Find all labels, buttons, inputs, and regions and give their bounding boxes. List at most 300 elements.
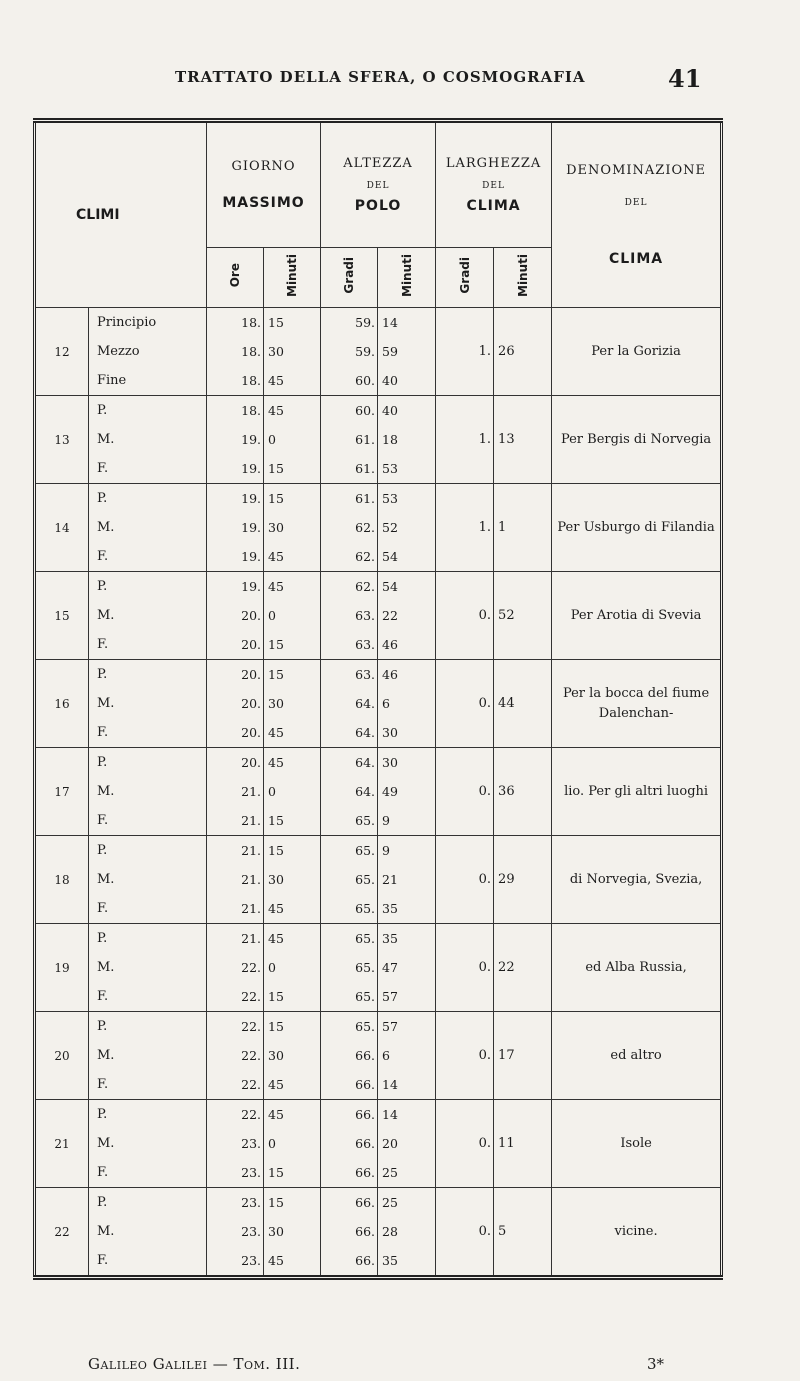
day-minutes bbox=[264, 748, 321, 836]
denomination-text: vicine. bbox=[614, 1223, 658, 1239]
minutes-value: 29 bbox=[498, 872, 515, 887]
hours-value: 20. bbox=[241, 637, 262, 652]
subheader-minuti-clima bbox=[494, 248, 552, 308]
minutes-value: 21 bbox=[382, 872, 398, 887]
clima-number-text: 14 bbox=[54, 520, 70, 535]
day-minutes bbox=[264, 484, 321, 572]
clima-number bbox=[35, 572, 89, 660]
minutes-value: 35 bbox=[382, 931, 398, 946]
day-minutes bbox=[264, 1100, 321, 1188]
degrees-value: 65. bbox=[355, 989, 376, 1004]
width-minutes bbox=[494, 396, 552, 484]
day-minutes bbox=[264, 836, 321, 924]
minutes-value: 14 bbox=[382, 1077, 398, 1092]
clima-number-text: 12 bbox=[54, 344, 70, 359]
minuti-label: Minuti bbox=[399, 254, 414, 297]
denomination bbox=[552, 396, 722, 484]
degrees-value: 0. bbox=[478, 784, 492, 799]
denomination-text: Per Arotia di Svevia bbox=[570, 607, 702, 623]
degrees-value: 64. bbox=[355, 725, 376, 740]
subheader-gradi-polo bbox=[321, 248, 378, 308]
degrees-value: 0. bbox=[478, 872, 492, 887]
denomination bbox=[552, 660, 722, 748]
page-title: TRATTATO DELLA SFERA, O COSMOGRAFIA bbox=[175, 68, 586, 86]
minutes-value: 15 bbox=[268, 315, 284, 330]
denomination-text: Per Bergis di Norvegia bbox=[560, 431, 712, 447]
larghezza-bottom: CLIMA bbox=[466, 198, 521, 214]
denomination-text: ed Alba Russia, bbox=[585, 959, 687, 975]
altezza-mid: DEL bbox=[366, 181, 390, 191]
minutes-value: 0 bbox=[268, 432, 276, 447]
clima-number-text: 18 bbox=[54, 872, 70, 887]
degrees-value: 65. bbox=[355, 843, 376, 858]
denomination-text: di Norvegia, Svezia, bbox=[569, 871, 703, 887]
minutes-value: 46 bbox=[382, 667, 398, 682]
day-hours bbox=[207, 660, 264, 748]
phase-labels bbox=[89, 1188, 207, 1278]
hours-value: 23. bbox=[241, 1195, 262, 1210]
phase-label: M. bbox=[97, 960, 115, 975]
hours-value: 21. bbox=[241, 931, 262, 946]
climate-table bbox=[33, 118, 723, 1280]
width-degrees bbox=[436, 1012, 494, 1100]
subheader-minuti-polo bbox=[378, 248, 436, 308]
degrees-value: 60. bbox=[355, 373, 376, 388]
day-hours bbox=[207, 748, 264, 836]
denomination bbox=[552, 1012, 722, 1100]
pole-degrees bbox=[321, 308, 378, 396]
width-minutes bbox=[494, 836, 552, 924]
hours-value: 18. bbox=[241, 344, 262, 359]
degrees-value: 1. bbox=[478, 344, 492, 359]
degrees-value: 1. bbox=[478, 432, 492, 447]
day-hours bbox=[207, 484, 264, 572]
hours-value: 20. bbox=[241, 667, 262, 682]
day-minutes bbox=[264, 924, 321, 1012]
width-minutes bbox=[494, 1012, 552, 1100]
phase-label: F. bbox=[97, 989, 109, 1004]
minutes-value: 28 bbox=[382, 1224, 398, 1239]
hours-value: 21. bbox=[241, 784, 262, 799]
degrees-value: 66. bbox=[355, 1136, 376, 1151]
phase-labels bbox=[89, 484, 207, 572]
degrees-value: 65. bbox=[355, 1019, 376, 1034]
giorno-bottom: MASSIMO bbox=[222, 195, 305, 211]
day-minutes bbox=[264, 1012, 321, 1100]
minutes-value: 22 bbox=[498, 960, 515, 975]
hours-value: 23. bbox=[241, 1224, 262, 1239]
degrees-value: 62. bbox=[355, 520, 376, 535]
minutes-value: 30 bbox=[268, 344, 284, 359]
width-minutes bbox=[494, 308, 552, 396]
phase-label: P. bbox=[97, 403, 108, 418]
pole-minutes bbox=[378, 1012, 436, 1100]
larghezza-top: LARGHEZZA bbox=[445, 156, 542, 171]
degrees-value: 64. bbox=[355, 755, 376, 770]
minutes-value: 18 bbox=[382, 432, 398, 447]
minutes-value: 6 bbox=[382, 1048, 390, 1063]
degrees-value: 66. bbox=[355, 1077, 376, 1092]
denomination bbox=[552, 572, 722, 660]
minutes-value: 9 bbox=[382, 843, 390, 858]
hours-value: 21. bbox=[241, 901, 262, 916]
table-row bbox=[35, 484, 722, 572]
minutes-value: 30 bbox=[382, 725, 398, 740]
hours-value: 20. bbox=[241, 608, 262, 623]
hours-value: 20. bbox=[241, 755, 262, 770]
minutes-value: 35 bbox=[382, 901, 398, 916]
phase-labels bbox=[89, 924, 207, 1012]
width-degrees bbox=[436, 836, 494, 924]
denomination bbox=[552, 1188, 722, 1278]
clima-number bbox=[35, 660, 89, 748]
minutes-value: 57 bbox=[382, 1019, 398, 1034]
clima-number-text: 20 bbox=[54, 1048, 70, 1063]
day-minutes bbox=[264, 1188, 321, 1278]
degrees-value: 62. bbox=[355, 549, 376, 564]
phase-labels bbox=[89, 1100, 207, 1188]
clima-number bbox=[35, 836, 89, 924]
pole-degrees bbox=[321, 484, 378, 572]
degrees-value: 59. bbox=[355, 315, 376, 330]
minutes-value: 25 bbox=[382, 1195, 398, 1210]
hours-value: 19. bbox=[241, 520, 262, 535]
width-minutes bbox=[494, 660, 552, 748]
minutes-value: 15 bbox=[268, 1165, 284, 1180]
minutes-value: 53 bbox=[382, 491, 398, 506]
denom-mid: DEL bbox=[624, 198, 648, 208]
minutes-value: 30 bbox=[268, 1048, 284, 1063]
degrees-value: 0. bbox=[478, 1136, 492, 1151]
width-minutes bbox=[494, 1100, 552, 1188]
pole-degrees bbox=[321, 396, 378, 484]
phase-label: P. bbox=[97, 1195, 108, 1210]
hours-value: 18. bbox=[241, 315, 262, 330]
clima-number-text: 22 bbox=[54, 1224, 70, 1239]
pole-degrees bbox=[321, 1100, 378, 1188]
minutes-value: 45 bbox=[268, 755, 284, 770]
gradi-label: Gradi bbox=[457, 257, 472, 294]
degrees-value: 63. bbox=[355, 667, 376, 682]
phase-label: M. bbox=[97, 520, 115, 535]
minutes-value: 45 bbox=[268, 579, 284, 594]
hours-value: 22. bbox=[241, 1019, 262, 1034]
table-row bbox=[35, 572, 722, 660]
phase-label: M. bbox=[97, 608, 115, 623]
ore-label: Ore bbox=[228, 263, 243, 288]
clima-number-text: 21 bbox=[54, 1136, 70, 1151]
pole-degrees bbox=[321, 1012, 378, 1100]
degrees-value: 65. bbox=[355, 901, 376, 916]
denomination bbox=[552, 924, 722, 1012]
denomination-text: Per la Gorizia bbox=[591, 343, 681, 359]
hours-value: 20. bbox=[241, 696, 262, 711]
minutes-value: 53 bbox=[382, 461, 398, 476]
hours-value: 19. bbox=[241, 461, 262, 476]
minutes-value: 45 bbox=[268, 1107, 284, 1122]
degrees-value: 60. bbox=[355, 403, 376, 418]
minutes-value: 40 bbox=[382, 403, 398, 418]
width-degrees bbox=[436, 748, 494, 836]
minutes-value: 45 bbox=[268, 373, 284, 388]
phase-labels bbox=[89, 1012, 207, 1100]
minutes-value: 9 bbox=[382, 813, 390, 828]
pole-degrees bbox=[321, 748, 378, 836]
table-row bbox=[35, 660, 722, 748]
hours-value: 23. bbox=[241, 1136, 262, 1151]
pole-minutes bbox=[378, 396, 436, 484]
minuti-label: Minuti bbox=[515, 254, 530, 297]
minutes-value: 54 bbox=[382, 549, 398, 564]
minutes-value: 15 bbox=[268, 989, 284, 1004]
altezza-top: ALTEZZA bbox=[343, 156, 413, 171]
hours-value: 22. bbox=[241, 960, 262, 975]
minutes-value: 0 bbox=[268, 1136, 276, 1151]
day-hours bbox=[207, 396, 264, 484]
pole-minutes bbox=[378, 924, 436, 1012]
hours-value: 19. bbox=[241, 579, 262, 594]
width-minutes bbox=[494, 1188, 552, 1278]
phase-labels bbox=[89, 748, 207, 836]
width-degrees bbox=[436, 572, 494, 660]
degrees-value: 65. bbox=[355, 960, 376, 975]
degrees-value: 65. bbox=[355, 813, 376, 828]
width-degrees bbox=[436, 660, 494, 748]
clima-number-text: 17 bbox=[54, 784, 70, 799]
clima-number bbox=[35, 1188, 89, 1278]
degrees-value: 0. bbox=[478, 608, 492, 623]
width-minutes bbox=[494, 572, 552, 660]
minutes-value: 30 bbox=[268, 1224, 284, 1239]
minutes-value: 15 bbox=[268, 1019, 284, 1034]
day-hours bbox=[207, 308, 264, 396]
pole-minutes bbox=[378, 660, 436, 748]
minutes-value: 30 bbox=[268, 696, 284, 711]
pole-minutes bbox=[378, 836, 436, 924]
clima-number bbox=[35, 308, 89, 396]
hours-value: 21. bbox=[241, 843, 262, 858]
hours-value: 22. bbox=[241, 1048, 262, 1063]
denom-bottom: CLIMA bbox=[608, 251, 664, 267]
denomination-text: Per Usburgo di Filandia bbox=[557, 519, 715, 535]
phase-label: Mezzo bbox=[97, 344, 140, 359]
minutes-value: 49 bbox=[382, 784, 398, 799]
minutes-value: 15 bbox=[268, 843, 284, 858]
denom-top: DENOMINAZIONE bbox=[566, 163, 706, 178]
pole-minutes bbox=[378, 484, 436, 572]
day-hours bbox=[207, 1100, 264, 1188]
pole-minutes bbox=[378, 1100, 436, 1188]
pole-degrees bbox=[321, 660, 378, 748]
day-minutes bbox=[264, 308, 321, 396]
degrees-value: 62. bbox=[355, 579, 376, 594]
day-minutes bbox=[264, 572, 321, 660]
phase-label: M. bbox=[97, 1224, 115, 1239]
day-hours bbox=[207, 1188, 264, 1278]
degrees-value: 1. bbox=[478, 520, 492, 535]
minutes-value: 15 bbox=[268, 813, 284, 828]
pole-minutes bbox=[378, 1188, 436, 1278]
giorno-top: GIORNO bbox=[231, 159, 296, 174]
width-minutes bbox=[494, 748, 552, 836]
minutes-value: 30 bbox=[268, 520, 284, 535]
minutes-value: 0 bbox=[268, 784, 276, 799]
minutes-value: 59 bbox=[382, 344, 398, 359]
table-row bbox=[35, 1100, 722, 1188]
hours-value: 19. bbox=[241, 491, 262, 506]
degrees-value: 66. bbox=[355, 1195, 376, 1210]
pole-degrees bbox=[321, 572, 378, 660]
minutes-value: 54 bbox=[382, 579, 398, 594]
degrees-value: 0. bbox=[478, 960, 492, 975]
denomination-text: lio. Per gli altri luoghi bbox=[564, 783, 709, 799]
width-degrees bbox=[436, 1100, 494, 1188]
phase-label: M. bbox=[97, 1136, 115, 1151]
degrees-value: 66. bbox=[355, 1165, 376, 1180]
denomination bbox=[552, 308, 722, 396]
minutes-value: 13 bbox=[498, 432, 515, 447]
table-row bbox=[35, 924, 722, 1012]
phase-label: F. bbox=[97, 813, 109, 828]
day-minutes bbox=[264, 396, 321, 484]
denomination bbox=[552, 1100, 722, 1188]
minutes-value: 15 bbox=[268, 637, 284, 652]
phase-label: F. bbox=[97, 1253, 109, 1268]
hours-value: 18. bbox=[241, 403, 262, 418]
phase-labels bbox=[89, 660, 207, 748]
degrees-value: 66. bbox=[355, 1253, 376, 1268]
clima-number bbox=[35, 924, 89, 1012]
minutes-value: 45 bbox=[268, 1253, 284, 1268]
hours-value: 23. bbox=[241, 1165, 262, 1180]
minutes-value: 25 bbox=[382, 1165, 398, 1180]
phase-label: F. bbox=[97, 1077, 109, 1092]
minutes-value: 44 bbox=[498, 696, 515, 711]
footer-citation: Galileo Galilei — Tom. III. bbox=[88, 1355, 301, 1373]
climi-label: CLIMI bbox=[76, 207, 120, 223]
degrees-value: 66. bbox=[355, 1224, 376, 1239]
altezza-bottom: POLO bbox=[354, 198, 402, 214]
hours-value: 22. bbox=[241, 989, 262, 1004]
phase-label: F. bbox=[97, 549, 109, 564]
phase-label: M. bbox=[97, 872, 115, 887]
denomination-text: Per la bocca del fiume Dalenchan- bbox=[562, 685, 710, 721]
minutes-value: 22 bbox=[382, 608, 398, 623]
header-denominazione bbox=[552, 121, 722, 308]
minutes-value: 11 bbox=[498, 1136, 515, 1151]
minutes-value: 6 bbox=[382, 696, 390, 711]
larghezza-mid: DEL bbox=[482, 181, 505, 191]
minutes-value: 15 bbox=[268, 667, 284, 682]
denomination-text: ed altro bbox=[610, 1047, 662, 1063]
clima-number bbox=[35, 484, 89, 572]
degrees-value: 0. bbox=[478, 696, 492, 711]
hours-value: 22. bbox=[241, 1077, 262, 1092]
pole-minutes bbox=[378, 748, 436, 836]
phase-label: P. bbox=[97, 1019, 108, 1034]
denomination bbox=[552, 836, 722, 924]
day-hours bbox=[207, 924, 264, 1012]
hours-value: 21. bbox=[241, 813, 262, 828]
subheader-minuti-giorno bbox=[264, 248, 321, 308]
minutes-value: 35 bbox=[382, 1253, 398, 1268]
degrees-value: 0. bbox=[478, 1048, 492, 1063]
width-minutes bbox=[494, 484, 552, 572]
minutes-value: 57 bbox=[382, 989, 398, 1004]
day-hours bbox=[207, 836, 264, 924]
phase-label: M. bbox=[97, 784, 115, 799]
header-climi bbox=[35, 121, 207, 308]
day-hours bbox=[207, 572, 264, 660]
minutes-value: 1 bbox=[498, 520, 507, 535]
minutes-value: 47 bbox=[382, 960, 398, 975]
degrees-value: 64. bbox=[355, 784, 376, 799]
pole-degrees bbox=[321, 836, 378, 924]
minutes-value: 15 bbox=[268, 1195, 284, 1210]
table-row bbox=[35, 748, 722, 836]
minutes-value: 14 bbox=[382, 1107, 398, 1122]
hours-value: 20. bbox=[241, 725, 262, 740]
day-hours bbox=[207, 1012, 264, 1100]
phase-labels bbox=[89, 396, 207, 484]
degrees-value: 65. bbox=[355, 931, 376, 946]
pole-minutes bbox=[378, 572, 436, 660]
phase-label: M. bbox=[97, 696, 115, 711]
minutes-value: 40 bbox=[382, 373, 398, 388]
minutes-value: 30 bbox=[382, 755, 398, 770]
degrees-value: 64. bbox=[355, 696, 376, 711]
header-giorno bbox=[207, 121, 321, 248]
minutes-value: 45 bbox=[268, 931, 284, 946]
hours-value: 19. bbox=[241, 432, 262, 447]
phase-labels bbox=[89, 308, 207, 396]
subheader-ore bbox=[207, 248, 264, 308]
pole-minutes bbox=[378, 308, 436, 396]
minutes-value: 17 bbox=[498, 1048, 515, 1063]
table-row bbox=[35, 836, 722, 924]
table-row bbox=[35, 396, 722, 484]
degrees-value: 61. bbox=[355, 461, 376, 476]
phase-label: F. bbox=[97, 461, 109, 476]
pole-degrees bbox=[321, 1188, 378, 1278]
phase-label: P. bbox=[97, 1107, 108, 1122]
minuti-label: Minuti bbox=[285, 254, 300, 297]
pole-degrees bbox=[321, 924, 378, 1012]
phase-label: F. bbox=[97, 1165, 109, 1180]
clima-number-text: 19 bbox=[54, 960, 70, 975]
phase-labels bbox=[89, 572, 207, 660]
degrees-value: 65. bbox=[355, 872, 376, 887]
width-degrees bbox=[436, 924, 494, 1012]
phase-label: P. bbox=[97, 667, 108, 682]
width-degrees bbox=[436, 1188, 494, 1278]
clima-number-text: 15 bbox=[54, 608, 70, 623]
minutes-value: 26 bbox=[498, 344, 515, 359]
width-degrees bbox=[436, 308, 494, 396]
clima-number bbox=[35, 1100, 89, 1188]
clima-number bbox=[35, 748, 89, 836]
phase-label: M. bbox=[97, 1048, 115, 1063]
denomination bbox=[552, 484, 722, 572]
clima-number-text: 16 bbox=[54, 696, 70, 711]
hours-value: 22. bbox=[241, 1107, 262, 1122]
denomination bbox=[552, 748, 722, 836]
degrees-value: 63. bbox=[355, 637, 376, 652]
phase-label: P. bbox=[97, 931, 108, 946]
clima-number-text: 13 bbox=[54, 432, 70, 447]
minutes-value: 20 bbox=[382, 1136, 398, 1151]
gradi-label: Gradi bbox=[342, 257, 357, 294]
